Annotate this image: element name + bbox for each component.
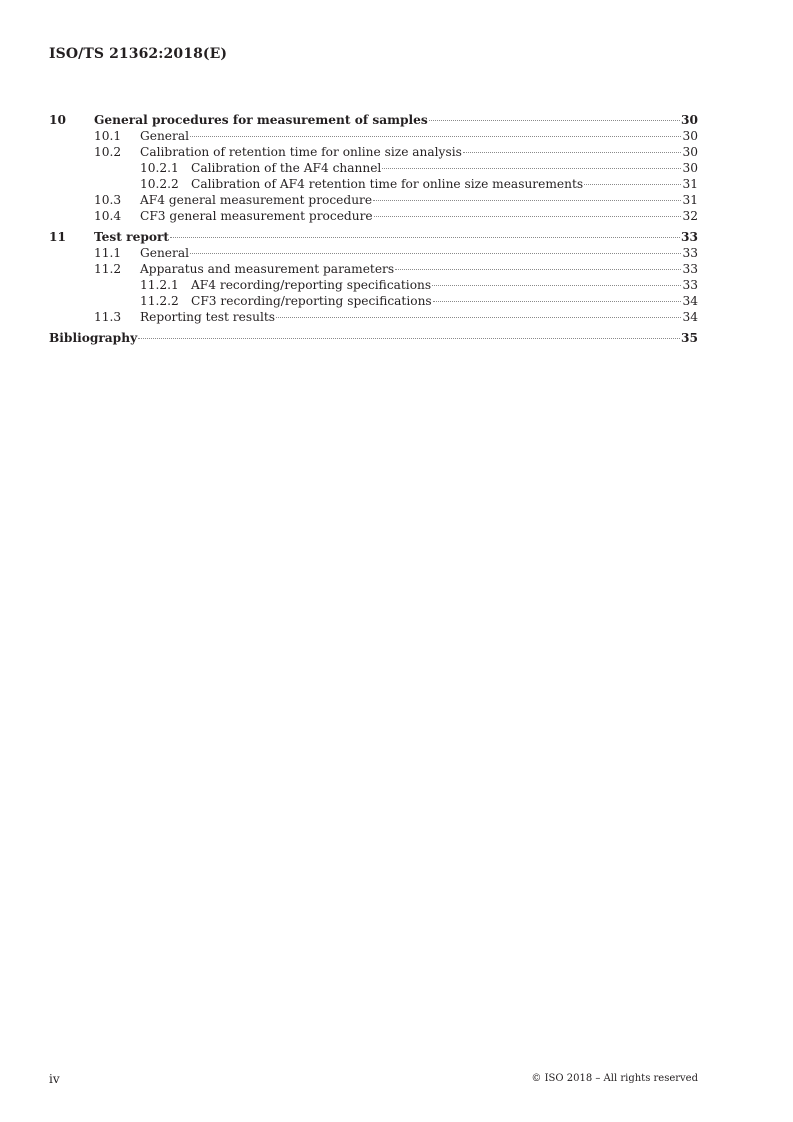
toc-entry-title: General [140, 129, 189, 143]
toc-entry-title: General procedures for measurement of samples [94, 113, 428, 127]
toc-entry-10-2[interactable] [49, 144, 698, 160]
toc-entry-page: 33 [682, 246, 698, 260]
toc-entry-10-2-2[interactable] [49, 176, 698, 192]
toc-entry-page: 31 [682, 177, 698, 191]
toc-entry-title: Bibliography [49, 331, 138, 345]
dot-leader [395, 269, 681, 270]
toc-entry-number: 11.3 [94, 310, 122, 324]
dot-leader [138, 338, 680, 339]
toc-entry-number: 10.2 [94, 145, 122, 159]
toc-entry-page: 35 [681, 331, 698, 345]
toc-entry-title: Reporting test results [140, 310, 276, 324]
toc-entry-title: Apparatus and measurement parameters [140, 262, 395, 276]
toc-entry-page: 34 [682, 294, 698, 308]
toc-entry-title: CF3 recording/reporting specifications [191, 294, 432, 308]
toc-entry-title: Calibration of AF4 retention time for online size measurements [191, 177, 584, 191]
toc-entry-11-2-2[interactable] [49, 293, 698, 309]
toc-entry-title: AF4 recording/reporting specifications [191, 278, 432, 292]
dot-leader [190, 136, 681, 137]
toc-entry-number: 10.3 [94, 193, 122, 207]
toc-entry-10-2-1[interactable] [49, 160, 698, 176]
dot-leader [463, 152, 682, 153]
toc-entry-10[interactable] [49, 112, 698, 128]
dot-leader [584, 184, 681, 185]
toc-entry-page: 32 [682, 209, 698, 223]
dot-leader [429, 120, 680, 121]
toc-entry-page: 30 [682, 161, 698, 175]
toc-entry-number: 11.2.1 [140, 278, 179, 292]
toc-entry-10-3[interactable] [49, 192, 698, 208]
toc-entry-number: 10.2.2 [140, 177, 179, 191]
toc-entry-number: 10.2.1 [140, 161, 179, 175]
toc-entry-page: 30 [681, 113, 698, 127]
toc-entry-11[interactable] [49, 229, 698, 245]
toc-entry-page: 33 [682, 278, 698, 292]
toc-entry-page: 33 [682, 262, 698, 276]
toc-entry-number: 11.1 [94, 246, 122, 260]
toc-entry-number: 10.4 [94, 209, 122, 223]
toc-entry-title: AF4 general measurement procedure [140, 193, 373, 207]
toc-entry-page: 31 [682, 193, 698, 207]
toc-entry-11-3[interactable] [49, 309, 698, 325]
toc-entry-page: 30 [682, 145, 698, 159]
toc-entry-number: 10 [49, 113, 66, 127]
toc-entry-10-4[interactable] [49, 208, 698, 224]
dot-leader [373, 200, 681, 201]
toc-entry-title: General [140, 246, 189, 260]
page-number: iv [49, 1072, 60, 1086]
copyright-notice: © ISO 2018 – All rights reserved [531, 1073, 698, 1084]
dot-leader [190, 253, 681, 254]
dot-leader [170, 237, 680, 238]
toc-entry-title: Test report [94, 230, 170, 244]
toc-entry-title: CF3 general measurement procedure [140, 209, 373, 223]
toc-entry-number: 10.1 [94, 129, 122, 143]
toc-entry-11-2-1[interactable] [49, 277, 698, 293]
toc-entry-title: Calibration of retention time for online size analysis [140, 145, 462, 159]
toc-entry-page: 34 [682, 310, 698, 324]
toc-entry-page: 30 [682, 129, 698, 143]
toc-entry-number: 11 [49, 230, 66, 244]
toc-entry-11-2[interactable] [49, 261, 698, 277]
dot-leader [432, 285, 681, 286]
toc-entry-page: 33 [681, 230, 698, 244]
toc-entry-11-1[interactable] [49, 245, 698, 261]
toc-entry-title: Calibration of the AF4 channel [191, 161, 382, 175]
dot-leader [433, 301, 682, 302]
table-of-contents [49, 112, 698, 346]
document-id-header: ISO/TS 21362:2018(E) [49, 46, 228, 62]
toc-entry-number: 11.2 [94, 262, 122, 276]
dot-leader [374, 216, 682, 217]
toc-entry-number: 11.2.2 [140, 294, 179, 308]
dot-leader [276, 317, 681, 318]
toc-entry-10-1[interactable] [49, 128, 698, 144]
toc-entry-bibliography[interactable] [49, 330, 698, 346]
dot-leader [382, 168, 681, 169]
